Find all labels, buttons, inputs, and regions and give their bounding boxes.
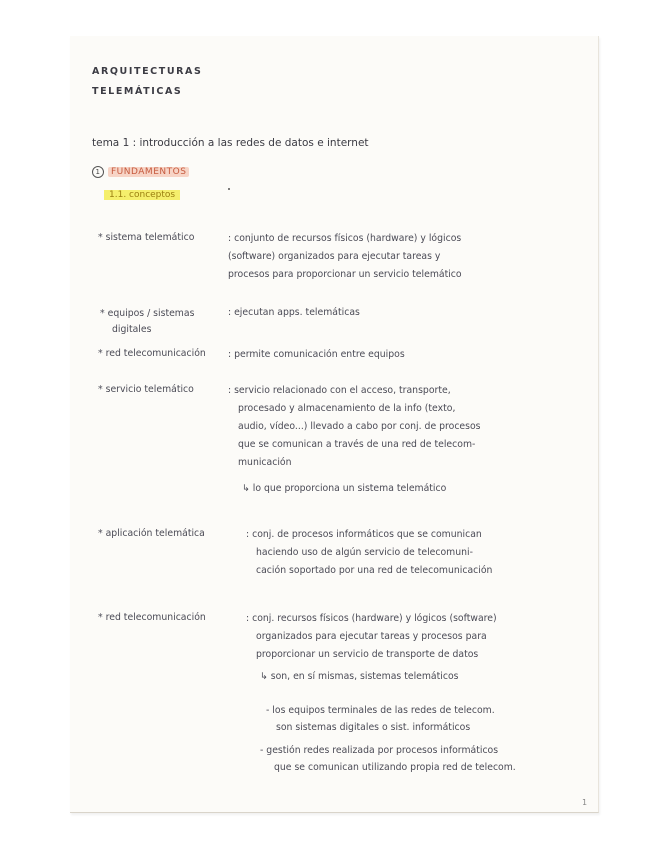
bullet-line: que se comunican utilizando propia red de telecom. (274, 762, 516, 773)
subsection-title: 1.1. conceptos (104, 190, 180, 200)
title-line-2: TELEMÁTICAS (92, 86, 183, 97)
def-equipos-sistemas (228, 304, 360, 322)
def-line: audio, vídeo...) llevado a cabo por conj. de procesos (238, 421, 481, 432)
def-line: : conj. de procesos informáticos que se comunican (246, 529, 482, 540)
def-line: organizados para ejecutar tareas y procesos para (256, 631, 487, 642)
def-line: que se comunican a través de una red de telecom- (238, 439, 476, 450)
def-line: : permite comunicación entre equipos (228, 349, 405, 360)
bullet-equipos-terminales (266, 702, 495, 736)
def-line: proporcionar un servicio de transporte de datos (256, 649, 479, 660)
term-red-telecomunicacion: * red telecomunicación (98, 348, 206, 359)
def-line: : ejecutan apps. telemáticas (228, 307, 360, 318)
term-line: * equipos / sistemas (100, 308, 195, 319)
tema-title: : introducción a las redes de datos e internet (132, 137, 369, 149)
def-red-telecomunicacion-2 (246, 610, 497, 664)
def-line: procesos para proporcionar un servicio telemático (228, 269, 462, 280)
note-servicio-telematico: ↳ lo que proporciona un sistema telemático (242, 483, 447, 494)
term-sistema-telematico: * sistema telemático (98, 232, 195, 243)
bullet-gestion-redes (260, 742, 516, 776)
section-heading (92, 166, 189, 178)
def-line: haciendo uso de algún servicio de telecomuni- (256, 547, 473, 558)
section-number-circle: 1 (92, 166, 104, 178)
section-title: FUNDAMENTOS (108, 167, 189, 177)
def-red-telecomunicacion (228, 346, 405, 364)
title-line-1: ARQUITECTURAS (92, 66, 203, 77)
def-line: cación soportado por una red de telecomunicación (256, 565, 493, 576)
bullet-line: - gestión redes realizada por procesos informáticos (260, 745, 499, 756)
def-line: (software) organizados para ejecutar tareas y (228, 251, 441, 262)
def-servicio-telematico (228, 382, 481, 472)
def-aplicacion-telematica (246, 526, 492, 580)
def-line: procesado y almacenamiento de la info (texto, (238, 403, 456, 414)
term-red-telecomunicacion-2: * red telecomunicación (98, 612, 206, 623)
note-red-telecomunicacion: ↳ son, en sí mismas, sistemas telemáticos (260, 671, 459, 682)
def-sistema-telematico (228, 230, 462, 284)
subsection-heading (104, 190, 180, 200)
term-line: digitales (112, 324, 152, 335)
tema-heading (92, 137, 369, 149)
def-line: : conj. recursos físicos (hardware) y lógicos (software) (246, 613, 497, 624)
def-line: municación (238, 457, 292, 468)
bullet-line: - los equipos terminales de las redes de telecom. (266, 705, 495, 716)
def-line: : conjunto de recursos físicos (hardware) y lógicos (228, 233, 462, 244)
page-number: 1 (582, 798, 588, 807)
term-servicio-telematico: * servicio telemático (98, 384, 194, 395)
pen-dot (228, 188, 230, 190)
bullet-line: son sistemas digitales o sist. informáticos (276, 722, 471, 733)
term-equipos-sistemas (100, 306, 194, 338)
notebook-page (70, 36, 599, 813)
tema-label: tema 1 (92, 137, 130, 149)
term-aplicacion-telematica: * aplicación telemática (98, 528, 205, 539)
def-line: : servicio relacionado con el acceso, transporte, (228, 385, 451, 396)
